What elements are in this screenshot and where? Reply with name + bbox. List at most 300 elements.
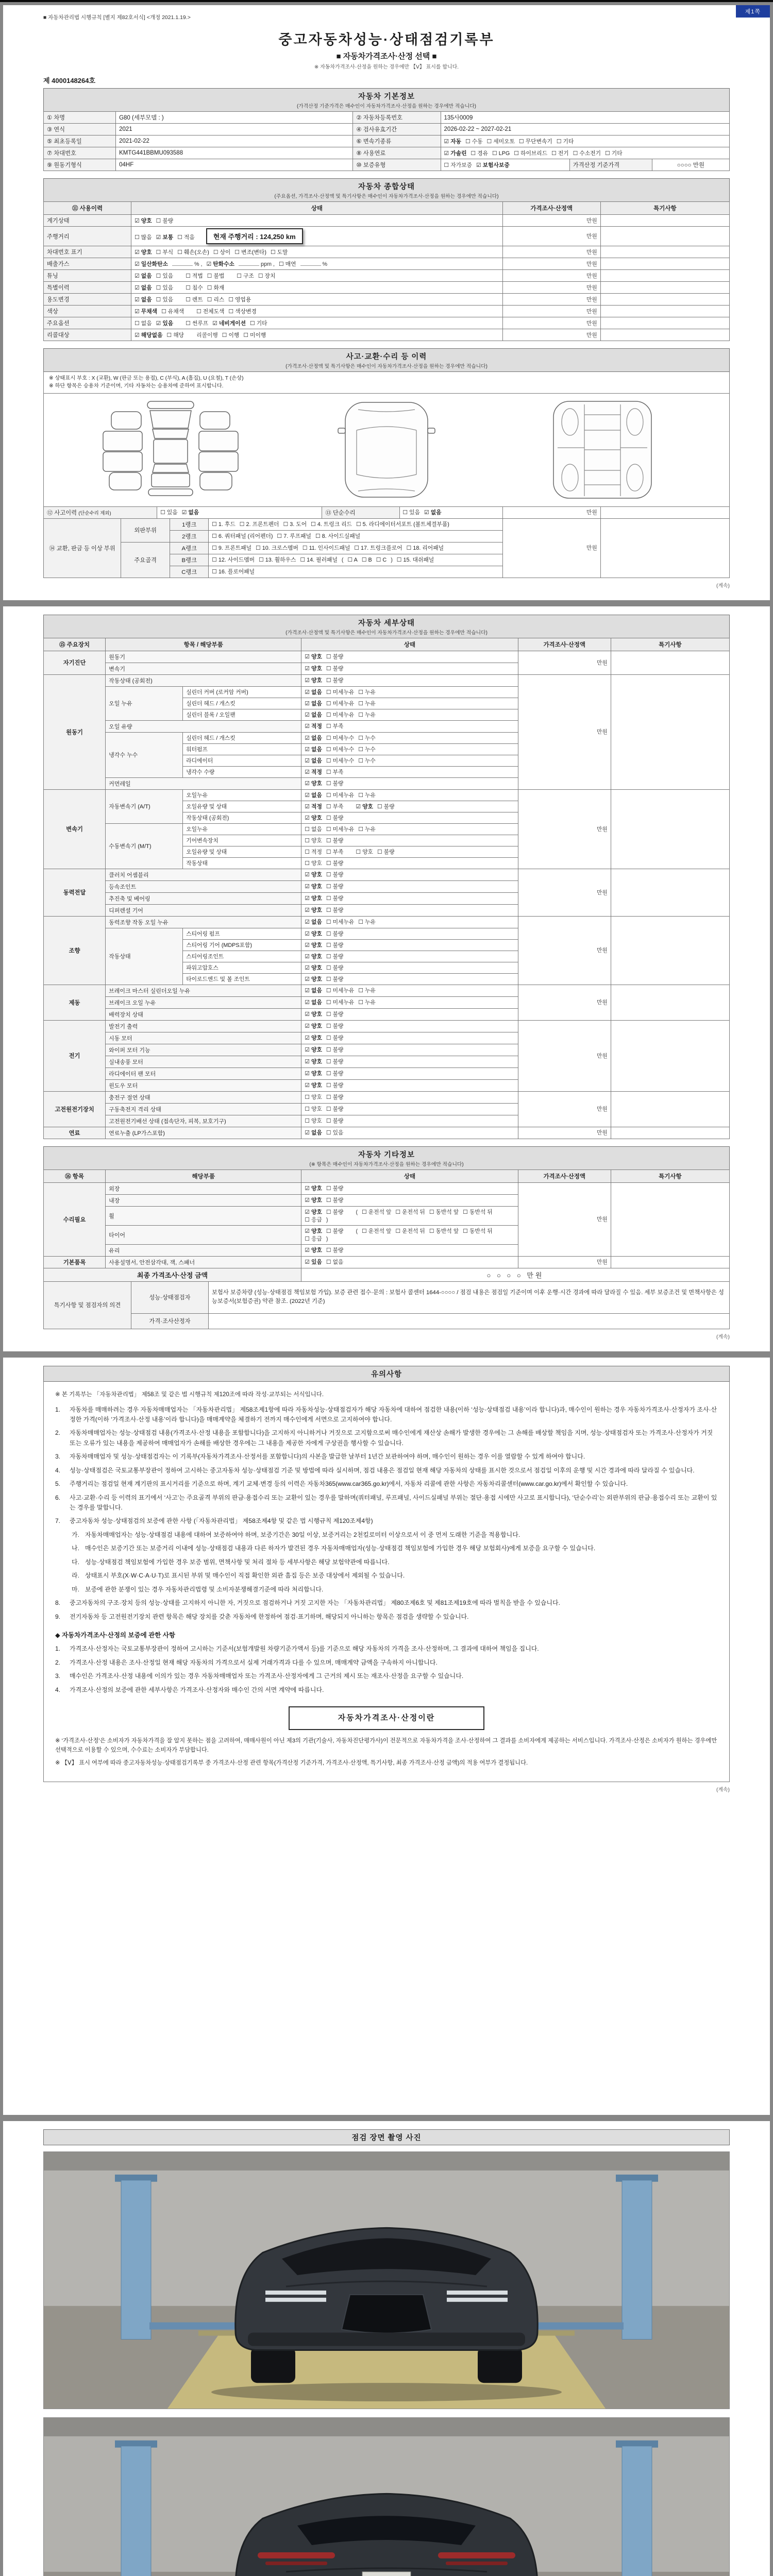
- state-cell: [301, 996, 518, 1008]
- checkbox-option: ☐ C: [376, 557, 387, 564]
- item-label: 오일 누유: [106, 686, 183, 720]
- checkbox-option: ☑ 양호: [305, 1185, 322, 1192]
- checkbox-option: ☑ 없음: [135, 273, 152, 279]
- checkbox-option: ☑ 양호: [305, 1247, 322, 1254]
- checkbox-option: ☐ 16. 플로어패널: [212, 569, 255, 575]
- checkbox-option: ☑ 가솔린: [444, 150, 467, 157]
- checkbox-option: ☐ 양호: [305, 860, 322, 867]
- state-cell: [301, 880, 518, 892]
- checkbox-option: ☐ 양호: [305, 1106, 322, 1113]
- checkbox-option: ☑ 양호: [305, 1011, 322, 1018]
- checkbox-option: ☐ 부족: [326, 769, 344, 775]
- state-text: (: [356, 1228, 358, 1234]
- checkbox-option: ☐ 훼손(오손): [177, 249, 209, 256]
- field-label: 가격산정 기준가격: [569, 159, 652, 171]
- notice-number: 마.: [72, 1585, 79, 1593]
- checkbox-option: ☐ 기타: [556, 138, 574, 145]
- checkbox-option: ☐ 응급: [305, 1235, 322, 1242]
- checkbox-option: ☐ 이행: [222, 332, 240, 338]
- table-row: [44, 1313, 730, 1329]
- checkbox-option: ☐ 미세누유: [326, 711, 355, 718]
- checkbox-option: ☐ 미세누수: [326, 757, 355, 764]
- checkbox-option: ☐ 불량: [326, 1047, 344, 1054]
- price-cell: 만원: [518, 1091, 611, 1127]
- price-cell: 만원: [502, 294, 600, 306]
- subitem-label: 작동상태 (공회전): [183, 812, 301, 823]
- checkbox-option: ☑ 양호: [305, 1035, 322, 1042]
- notice-text: 중고자동차 성능·상태점검의 보증에 관한 사항 (「자동차관리법」 제58조제4항 및 같은 법 시행규칙 제120조제4항): [70, 1517, 373, 1525]
- group-label: 주요골격: [121, 542, 170, 578]
- appraiser-label: 가격·조사산정자: [131, 1313, 209, 1329]
- checkbox-option: ☐ 불량: [326, 654, 344, 660]
- box-note: ※ ‘가격조사·산정’은 소비자가 자동차가격을 잘 알지 못하는 점을 고려하여, 매매사원이 아닌 제3의 기관(기술사, 자동차진단평가사)이 전문적으로 자동차가격을 조사·산정하여 그 결과를 소비자에게 제공하는 서비스입니다. 가격조사·산정은 소비자가 원하는 경우에만 선택적으로 이용할 수 있으며, 수수료는 소비자가 부담합니다.: [55, 1738, 717, 1754]
- notice-text: 자동차매매업자는 성능·상태점검 내용에 대하여 보증하여야 하며, 보증기간은 30일 이상, 보증거리는 2천킬로미터 이상으로서 이 중 먼저 도래한 기준을 적용합니다.: [85, 1531, 520, 1538]
- notice-text: 가격조사·산정의 보증에 관한 세부사항은 가격조사·산정자와 매수인 간의 서면 계약에 따릅니다.: [70, 1686, 324, 1693]
- document-number: 제 4000148264호: [43, 77, 96, 84]
- state-cell: [301, 904, 518, 916]
- price-cell: 만원: [518, 651, 611, 674]
- state-text: 리콜이행: [196, 332, 218, 338]
- warranty-options: [441, 159, 569, 171]
- item-label: 배출가스: [44, 258, 131, 270]
- field-label: ③ 연식: [44, 124, 116, 135]
- checkbox-option: ☐ 불량: [326, 872, 344, 878]
- field-label: ⑦ 차대번호: [44, 147, 116, 159]
- item-label: 주요옵션: [44, 317, 131, 329]
- state-cell: [301, 835, 518, 846]
- items-cell: [209, 530, 502, 542]
- continued-marker: (계속): [716, 1334, 730, 1340]
- detail-row: [44, 1182, 730, 1194]
- items-cell: [209, 542, 502, 554]
- checkbox-option: ☑ 적정: [305, 803, 322, 810]
- price-cell: 만원: [518, 985, 611, 1020]
- detail-row: [44, 1020, 730, 1032]
- page-4: [3, 2121, 770, 2576]
- state-cell: [131, 306, 503, 317]
- continued-marker: (계속): [716, 1787, 730, 1793]
- state-cell: [301, 1194, 518, 1206]
- simple-repair-label: ⑬ 단순수리: [322, 506, 399, 518]
- checkbox-option: ☐ 미세누유: [326, 689, 355, 696]
- checkbox-option: ☑ 양호: [305, 654, 322, 660]
- state-text: ): [391, 557, 393, 564]
- final-price-label: 최종 가격조사·산정 금액: [44, 1268, 301, 1281]
- basic-info-table: [43, 111, 730, 171]
- subitem-label: 타이로드엔드 및 볼 조인트: [183, 973, 301, 985]
- checkbox-option: ☐ 미세누유: [326, 988, 355, 994]
- state-cell: [301, 698, 518, 709]
- notice-subitem: [72, 1557, 718, 1567]
- price-cell: 만원: [502, 506, 600, 518]
- checkbox-option: ☐ 불량: [326, 1082, 344, 1089]
- model-year-value: 2021: [116, 124, 353, 135]
- checkbox-option: ☑ 없음: [305, 999, 322, 1006]
- checkbox-option: ☑ 양호: [305, 930, 322, 937]
- checkbox-option: ☐ 동반석 뒤: [463, 1209, 493, 1215]
- checkbox-option: ☐ 누유: [358, 919, 376, 926]
- state-cell: [301, 962, 518, 973]
- notice-item: [55, 1428, 718, 1448]
- state-cell: [131, 227, 503, 246]
- notice-subitem: [72, 1571, 718, 1581]
- overall-row: [44, 246, 730, 258]
- registration-number-value: 135사0009: [441, 112, 729, 124]
- state-cell: [301, 1020, 518, 1032]
- item-label: 윈도우 모터: [106, 1079, 301, 1091]
- checkbox-option: ☐ 상이: [213, 249, 231, 256]
- checkbox-option: ☐ 누유: [358, 711, 376, 718]
- checkbox-option: ☐ 양호: [356, 849, 373, 855]
- column-header: ⑪ 사용이력: [44, 202, 131, 215]
- checkbox-option: ☐ 응급: [305, 1216, 322, 1223]
- final-price-value: ○ ○ ○ ○ 만원: [301, 1268, 730, 1281]
- checkbox-option: ☐ 부족: [326, 849, 344, 855]
- blank-field: [300, 261, 321, 266]
- checkbox-option: ☐ 불량: [326, 1185, 344, 1192]
- field-label: ⑤ 최초등록일: [44, 135, 116, 147]
- state-cell: [301, 1115, 518, 1127]
- checkbox-option: ☑ 있음: [305, 1259, 322, 1266]
- subitem-label: 오일누유: [183, 789, 301, 801]
- item-label: 동력조향 작동 오일 누유: [106, 916, 301, 928]
- subitem-label: 라디에이터: [183, 755, 301, 766]
- detail-row: [44, 985, 730, 996]
- state-cell: [131, 329, 503, 341]
- checkbox-option: ☐ 6. 쿼터패널 (리어펜더): [212, 533, 273, 540]
- checkbox-option: ☑ 양호: [305, 677, 322, 684]
- note-cell: [600, 227, 729, 246]
- checkbox-option: ☑ 양호: [305, 781, 322, 787]
- continued-marker: (계속): [716, 583, 730, 589]
- checkbox-option: ☐ 경유: [470, 150, 489, 157]
- notice-item: [55, 1493, 718, 1513]
- state-cell: [301, 686, 518, 698]
- section-title: 자동차 세부상태: [358, 619, 415, 628]
- notices-intro: ※ 본 기록부는 「자동차관리법」 제58조 및 같은 법 시행규칙 제120조에 따라 작성·교부되는 서식입니다.: [55, 1391, 324, 1398]
- checkbox-option: ☐ 불량: [326, 677, 344, 684]
- notice-number: 나.: [72, 1545, 79, 1552]
- checkbox-option: ☐ 불법: [207, 273, 225, 279]
- checkbox-option: ☐ 영업용: [228, 296, 251, 303]
- mileage-highlight: 현재 주행거리 : 124,250 km: [206, 228, 303, 244]
- column-header: 상태: [301, 1170, 518, 1182]
- state-text: (: [356, 1209, 358, 1215]
- page-3: [3, 1358, 770, 2115]
- item-label: 유리: [106, 1244, 301, 1256]
- note-cell: [600, 306, 729, 317]
- item-label: 실내송풍 모터: [106, 1056, 301, 1067]
- item-label: 충전구 절연 상태: [106, 1091, 301, 1103]
- checkbox-option: ☐ 운전석 뒤: [395, 1209, 425, 1215]
- checkbox-option: ☐ 13. 휠하우스: [259, 557, 296, 564]
- device-label: 변속기: [44, 789, 106, 869]
- state-cell: [301, 985, 518, 996]
- checkbox-option: ☐ 불량: [326, 1118, 344, 1125]
- item-label: 리콜대상: [44, 329, 131, 341]
- item-label: 작동상태 (공회전): [106, 674, 301, 686]
- item-label: 와이퍼 모터 기능: [106, 1044, 301, 1056]
- checkbox-option: ☐ 장치: [258, 273, 276, 279]
- state-cell: [301, 1032, 518, 1044]
- checkbox-option: ☐ 썬루프: [186, 320, 209, 327]
- note-cell: [600, 317, 729, 329]
- state-cell: [301, 916, 518, 928]
- checkbox-option: ☐ 불량: [156, 217, 174, 224]
- field-label: ⑧ 사용연료: [353, 147, 441, 159]
- exchange-label: ⑭ 교환, 판금 등 이상 부위: [44, 518, 121, 578]
- checkbox-option: ☑ 없음: [305, 700, 322, 707]
- rear-photo: [44, 2418, 729, 2576]
- checkbox-option: ☐ 적음: [177, 234, 195, 241]
- section-overall-state: [43, 178, 730, 202]
- subitem-label: 실린더 블록 / 오일팬: [183, 709, 301, 720]
- checkbox-option: ☐ 불량: [326, 930, 344, 937]
- opinion-label: 특기사항 및 점검자의 의견: [44, 1281, 131, 1329]
- state-cell: [131, 246, 503, 258]
- checkbox-option: ☑ 없음: [305, 746, 322, 753]
- checkbox-option: ☐ 불량: [326, 1094, 344, 1101]
- accident-history-options: [157, 506, 322, 518]
- state-cell: [131, 270, 503, 282]
- notice-number: 4.: [55, 1686, 61, 1693]
- state-cell: [301, 1056, 518, 1067]
- checkbox-option: ☐ 10. 크로스멤버: [256, 545, 298, 552]
- table-header-row: [44, 202, 730, 215]
- simple-repair-options: [399, 506, 502, 518]
- state-cell: [301, 789, 518, 801]
- item-label: 디퍼렌셜 기어: [106, 904, 301, 916]
- checkbox-option: ☐ 기타: [250, 320, 267, 327]
- checkbox-option: ☐ 11. 인사이드패널: [302, 545, 350, 552]
- checkbox-option: ☐ 리스: [207, 296, 225, 303]
- checkbox-option: ☐ 운전석 뒤: [395, 1228, 425, 1234]
- column-header: 가격조사·산정액: [518, 638, 611, 651]
- blank-field: [239, 261, 259, 266]
- checkbox-option: ☐ 17. 트렁크플로어: [354, 545, 402, 552]
- checkbox-option: ☑ 양호: [305, 976, 322, 982]
- checkbox-option: ☐ 전기: [551, 150, 569, 157]
- section-note: (주요옵션, 가격조사·산정액 및 특기사항은 매수인이 자동차가격조사·산정을 원하는 경우에만 적습니다): [274, 194, 499, 199]
- checkbox-option: ☐ 누유: [358, 988, 376, 994]
- section-notices: [43, 1366, 730, 1382]
- notice-item: [55, 1479, 718, 1489]
- state-cell: [301, 892, 518, 904]
- item-label: 발전기 출력: [106, 1020, 301, 1032]
- checkbox-option: ☐ 14. 필러패널: [300, 557, 338, 564]
- section-accident-history: [43, 348, 730, 372]
- notice-number: 2.: [55, 1429, 61, 1437]
- field-label: ② 자동차등록번호: [353, 112, 441, 124]
- item-label: 오일 유량: [106, 720, 301, 732]
- notice-number: 1.: [55, 1405, 61, 1413]
- price-cell: 만원: [518, 789, 611, 869]
- overall-row: [44, 282, 730, 294]
- checkbox-option: ☑ 양호: [305, 1047, 322, 1054]
- final-price-table: [43, 1268, 730, 1282]
- notice-number: 3.: [55, 1453, 61, 1461]
- notice-subitem: [72, 1585, 718, 1595]
- item-label: 추진축 및 베어링: [106, 892, 301, 904]
- checkbox-option: ☐ 미세누수: [326, 746, 355, 753]
- state-text: %: [322, 261, 328, 267]
- notice-text: 자동차를 매매하려는 경우 자동차매매업자는 「자동차관리법」 제58조제1항에 따라 자동차성능·상태점검자가 해당 자동차에 대하여 점검한 내용(이하 ‘성능·상태점검 내용’이라 합니다)과, 매수인이 원하는 경우 자동차가격조사·산정자가 조사·산정한 가격(이하 ‘가격조사·산정 내용’이라 합니다)을 매매계약을 체결하기 전까지 매수인에게 서면으로 고지하여야 합니다.: [70, 1405, 717, 1423]
- subitem-label: 기어변속장치: [183, 835, 301, 846]
- state-cell: [301, 766, 518, 777]
- checkbox-option: ☑ 없음: [305, 757, 322, 764]
- car-frame-diagram: [492, 398, 713, 501]
- note-cell: [600, 518, 729, 578]
- checkbox-option: ☐ 15. 대쉬패널: [396, 557, 434, 564]
- item-label: 클러치 어셈블리: [106, 869, 301, 880]
- other-info-table: [43, 1170, 730, 1268]
- section-photos: [43, 2129, 730, 2145]
- table-row: [44, 506, 730, 518]
- items-cell: [209, 518, 502, 530]
- form-reference: ■ 자동차관리법 시행규칙 [별지 제82호서식] <개정 2021.1.19.>: [43, 14, 191, 21]
- state-cell: [301, 939, 518, 951]
- checkbox-option: ☑ 양호: [305, 1228, 322, 1234]
- checkbox-option: ☐ 불량: [326, 1209, 344, 1215]
- notice-number: 3.: [55, 1672, 61, 1680]
- checkbox-option: ☐ 4. 트렁크 리드: [311, 521, 352, 528]
- page-2: [3, 606, 770, 1351]
- state-text: ppm ,: [260, 261, 275, 267]
- section-note: (가격조사·산정액 및 특기사항은 매수인이 자동차가격조사·산정을 원하는 경우에만 적습니다): [285, 364, 488, 369]
- checkbox-option: ☑ 적정: [305, 723, 322, 730]
- device-label: 조향: [44, 916, 106, 985]
- subitem-label: 냉각수 수량: [183, 766, 301, 777]
- front-photo: [44, 2152, 729, 2409]
- checkbox-option: ☐ 매연: [278, 261, 296, 267]
- checkbox-option: ☐ 동반석 뒤: [463, 1228, 493, 1234]
- checkbox-option: ☐ 미세누수: [326, 735, 355, 741]
- column-header: 가격조사·산정액: [518, 1170, 611, 1182]
- section-title: 점검 장면 촬영 사진: [351, 2133, 422, 2142]
- state-cell: [301, 1182, 518, 1194]
- field-label: ⑨ 원동기형식: [44, 159, 116, 171]
- table-header-row: [44, 1170, 730, 1182]
- checkbox-option: ☐ 누수: [358, 746, 376, 753]
- field-label: ⑥ 변속기종류: [353, 135, 441, 147]
- note-cell: [611, 985, 729, 1020]
- price-cell: 만원: [518, 869, 611, 916]
- item-label: 수동변속기 (M/T): [106, 823, 183, 869]
- state-text: % ,: [194, 261, 203, 267]
- checkbox-option: ☐ 8. 사이드실패널: [315, 533, 361, 540]
- checkbox-option: ☑ 없음: [305, 988, 322, 994]
- checkbox-option: ☑ 없음: [305, 919, 322, 926]
- state-cell: [301, 951, 518, 962]
- field-label: ⑩ 보증유형: [353, 159, 441, 171]
- note-cell: [600, 329, 729, 341]
- checkbox-option: ☐ 불량: [326, 1106, 344, 1113]
- checkbox-option: ☐ 3. 도어: [283, 521, 307, 528]
- notices-sub-title: ◆ 자동차가격조사·산정의 보증에 관한 사항: [55, 1631, 175, 1639]
- box-note: ※ 【Ⅴ】 표시 여부에 따라 중고자동차성능·상태점검기록부 중 가격조사·산정 관련 항목(가격산정 기준가격, 가격조사·산정액, 특기사항, 최종 가격조사·산정 금액)의 적용 여부가 결정됩니다.: [55, 1760, 528, 1767]
- note-cell: [600, 246, 729, 258]
- subitem-label: 파워고압호스: [183, 962, 301, 973]
- section-title: 자동차 기본정보: [358, 93, 415, 101]
- section-detail-state: [43, 615, 730, 638]
- checkbox-option: ☑ 자동: [444, 138, 462, 145]
- checkbox-option: ☑ 양호: [135, 217, 152, 224]
- appraiser-opinion-text: [209, 1313, 730, 1329]
- checkbox-option: ☐ 18. 리어패널: [406, 545, 444, 552]
- item-label: 배력장치 상태: [106, 1008, 301, 1020]
- rank-label: C랭크: [170, 566, 209, 578]
- checkbox-option: ☑ 없음: [181, 510, 199, 516]
- note-cell: [611, 869, 729, 916]
- inspection-photo-front: [43, 2151, 730, 2409]
- checkbox-option: ☐ LPG: [492, 150, 510, 157]
- checkbox-option: ☐ 미세누유: [326, 999, 355, 1006]
- item-label: 색상: [44, 306, 131, 317]
- detail-row: [44, 651, 730, 663]
- section-title: 자동차 기타정보: [358, 1150, 415, 1159]
- checkbox-option: ☐ 불량: [326, 1071, 344, 1077]
- rank-label: 1랭크: [170, 518, 209, 530]
- device-label: 동력전달: [44, 869, 106, 916]
- checkbox-option: ☐ 누유: [358, 792, 376, 799]
- item-label: 연료누출 (LP가스포함): [106, 1127, 301, 1139]
- checkbox-option: ☐ 없음: [326, 1259, 344, 1266]
- engine-type-value: 04HF: [116, 159, 353, 171]
- checkbox-option: ☐ 하이브리드: [514, 150, 548, 157]
- column-header: 항목 / 해당부품: [106, 638, 301, 651]
- checkbox-option: ☑ 없음: [135, 284, 152, 291]
- section-title: 자동차 종합상태: [358, 183, 415, 191]
- column-header: 해당부품: [106, 1170, 301, 1182]
- checkbox-option: ☐ 양호: [305, 1094, 322, 1101]
- checkbox-option: ☐ 미세누유: [326, 826, 355, 833]
- item-label: 작동상태: [106, 928, 183, 985]
- checkbox-option: ☐ 누유: [358, 999, 376, 1006]
- checkbox-option: ☑ 양호: [305, 1082, 322, 1089]
- checkbox-option: ☑ 없음: [305, 792, 322, 799]
- state-cell: [131, 294, 503, 306]
- checkbox-option: ☐ 수소전기: [573, 150, 601, 157]
- overall-row: [44, 294, 730, 306]
- column-header: 상태: [131, 202, 503, 215]
- device-label: 원동기: [44, 674, 106, 789]
- state-cell: [301, 755, 518, 766]
- checkbox-option: ☐ 불량: [326, 1247, 344, 1254]
- checkbox-option: ☐ 불량: [326, 815, 344, 821]
- item-label: 튜닝: [44, 270, 131, 282]
- checkbox-option: ☐ 불량: [326, 781, 344, 787]
- scan-top-line: [0, 0, 773, 2]
- section-other-info: [43, 1146, 730, 1170]
- notice-number: 다.: [72, 1558, 79, 1566]
- device-label: 고전원전기장치: [44, 1091, 106, 1127]
- section-note: (가격산정 기준가격은 매수인이 자동차가격조사·산정을 원하는 경우에만 적습니다): [297, 104, 476, 109]
- section-title: 유의사항: [371, 1370, 402, 1379]
- state-cell: [301, 801, 518, 812]
- subtitle-note: ※ 자동차가격조사·산정을 원하는 경우에만 【Ⅴ】 표시를 합니다.: [314, 64, 459, 70]
- notice-item: [55, 1658, 718, 1668]
- checkbox-option: ☐ 부식: [156, 249, 174, 256]
- checkbox-option: ☑ 탄화수소: [206, 261, 234, 267]
- item-label: 변속기: [106, 663, 301, 674]
- checkbox-option: ☐ 변조(변타): [234, 249, 266, 256]
- document-subtitle: ■ 자동차가격조사·산정 선택 ■: [336, 52, 437, 61]
- items-cell: [209, 566, 502, 578]
- notice-item: [55, 1405, 718, 1425]
- note-cell: [600, 270, 729, 282]
- checkbox-option: ☐ 없음: [135, 320, 152, 327]
- overall-row: [44, 227, 730, 246]
